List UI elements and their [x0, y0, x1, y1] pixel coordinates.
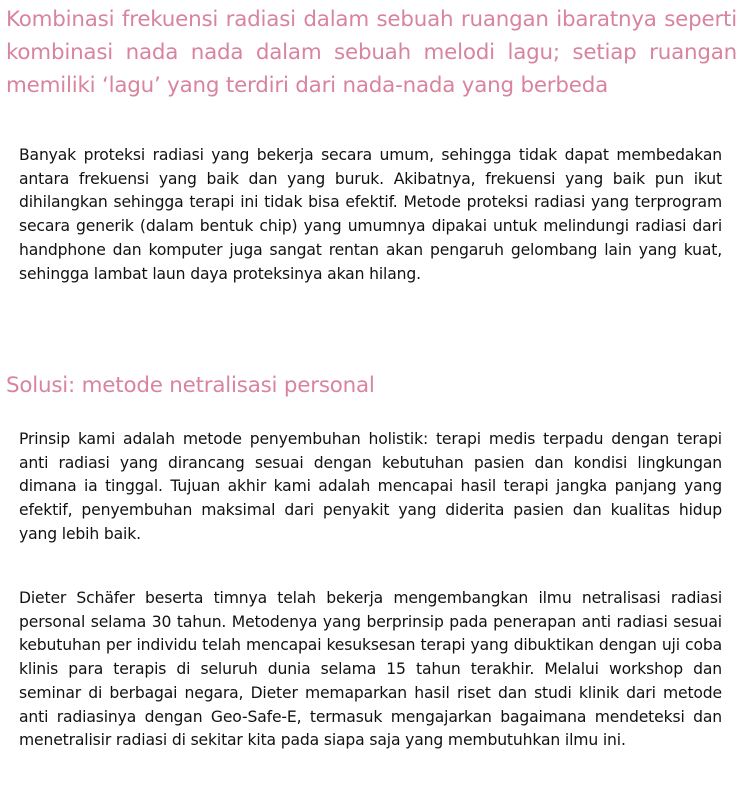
intro-quote: Kombinasi frekuensi radiasi dalam sebuah ruangan ibaratnya seperti kombinasi nada nada dalam sebuah melodi lagu; setiap ruangan memiliki ‘lagu’ yang terdiri dari nada-nada yang berbeda — [6, 7, 737, 98]
paragraph-dieter-schafer: Dieter Schäfer beserta timnya telah bekerja mengembangkan ilmu netralisasi radiasi personal selama 30 tahun. Metodenya yang berprinsip pada penerapan anti radiasi sesuai kebutuhan per individu telah mencapai kesuksesan terapi yang dibuktikan dengan uji coba klinis para terapis di seluruh dunia selama 15 tahun terakhir. Melalui workshop dan seminar di berbagai negara, Dieter memaparkan hasil riset dan studi klinik dari metode anti radiasinya dengan Geo-Safe-E, termasuk mengajarkan bagaimana mendeteksi dan menetralisir radiasi di sekitar kita pada siapa saja yang membutuhkan ilmu ini. — [19, 589, 722, 750]
section-heading-solution: Solusi: metode netralisasi personal — [6, 373, 375, 398]
paragraph-radiation-protection: Banyak proteksi radiasi yang bekerja secara umum, sehingga tidak dapat membedakan antara frekuensi yang baik dan yang buruk. Akibatnya, frekuensi yang baik pun ikut dihilangkan sehingga terapi ini tidak bisa efektif. Metode proteksi radiasi yang terprogram secara generik (dalam bentuk chip) yang umumnya dipakai untuk melindungi radiasi dari handphone dan komputer juga sangat rentan akan pengaruh gelombang lain yang kuat, sehingga lambat laun daya proteksinya akan hilang. — [19, 146, 722, 283]
paragraph-holistic-principle: Prinsip kami adalah metode penyembuhan holistik: terapi medis terpadu dengan terapi anti radiasi yang dirancang sesuai dengan kebutuhan pasien dan kondisi lingkungan dimana ia tinggal. Tujuan akhir kami adalah mencapai hasil terapi jangka panjang yang efektif, penyembuhan maksimal dari penyakit yang diderita pasien dan kualitas hidup yang lebih baik. — [19, 430, 722, 543]
